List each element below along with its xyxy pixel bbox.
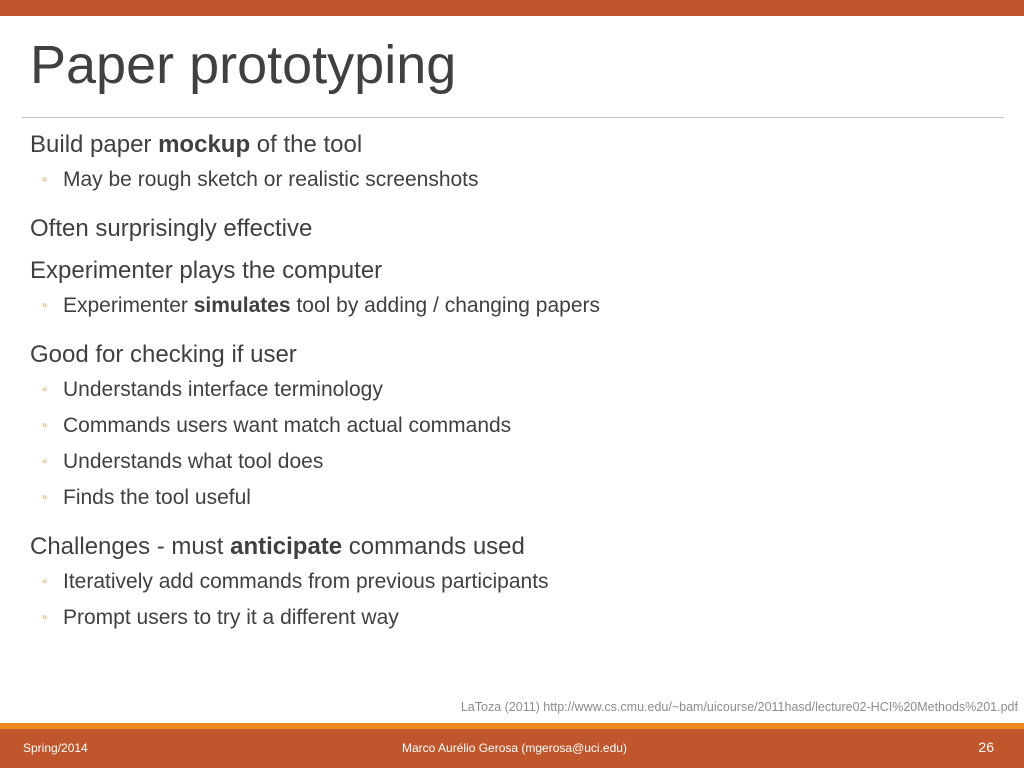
bullet-circle-icon: ◦ — [42, 573, 48, 590]
bullet-circle-icon: ◦ — [42, 297, 48, 314]
bullet-level2: ◦ Understands interface terminology — [30, 372, 1000, 408]
bullet-circle-icon: ◦ — [42, 453, 48, 470]
source-citation: LaToza (2011) http://www.cs.cmu.edu/~bam/uicourse/2011hasd/lecture02-HCI%20Methods%201.pdf — [460, 700, 1018, 714]
bullet-level2: ◦ Understands what tool does — [30, 444, 1000, 480]
bullet-circle-icon: ◦ — [42, 609, 48, 626]
bullet-circle-icon: ◦ — [42, 417, 48, 434]
bullet-level1: Good for checking if user — [30, 341, 297, 368]
bullet-level2: ◦ Commands users want match actual commands — [30, 408, 1000, 444]
bullet-level1: Challenges - must anticipate commands used — [30, 533, 525, 560]
bullet-level1: Experimenter plays the computer — [30, 257, 383, 284]
slide-body — [30, 128, 1000, 636]
bullet-level2: ◦ May be rough sketch or realistic screenshots — [30, 162, 1000, 198]
bullet-level2: ◦ Experimenter simulates tool by adding / changing papers — [30, 288, 1000, 324]
top-accent-bar — [0, 0, 1024, 16]
bullet-level2: ◦ Finds the tool useful — [30, 480, 1000, 516]
bullet-level1: Often surprisingly effective — [30, 215, 313, 242]
title-divider — [22, 117, 1004, 118]
bullet-level2: ◦ Iteratively add commands from previous participants — [30, 564, 1000, 600]
page-number: 26 — [978, 739, 994, 755]
slide-title: Paper prototyping — [30, 35, 457, 95]
bullet-level2: ◦ Prompt users to try it a different way — [30, 600, 1000, 636]
bullet-circle-icon: ◦ — [42, 171, 48, 188]
bullet-level1: Build paper mockup of the tool — [30, 131, 363, 158]
footer-author: Marco Aurélio Gerosa (mgerosa@uci.edu) — [402, 741, 627, 755]
bullet-circle-icon: ◦ — [42, 489, 48, 506]
footer-bar — [0, 729, 1024, 768]
footer-date: Spring/2014 — [23, 741, 88, 755]
bullet-circle-icon: ◦ — [42, 381, 48, 398]
